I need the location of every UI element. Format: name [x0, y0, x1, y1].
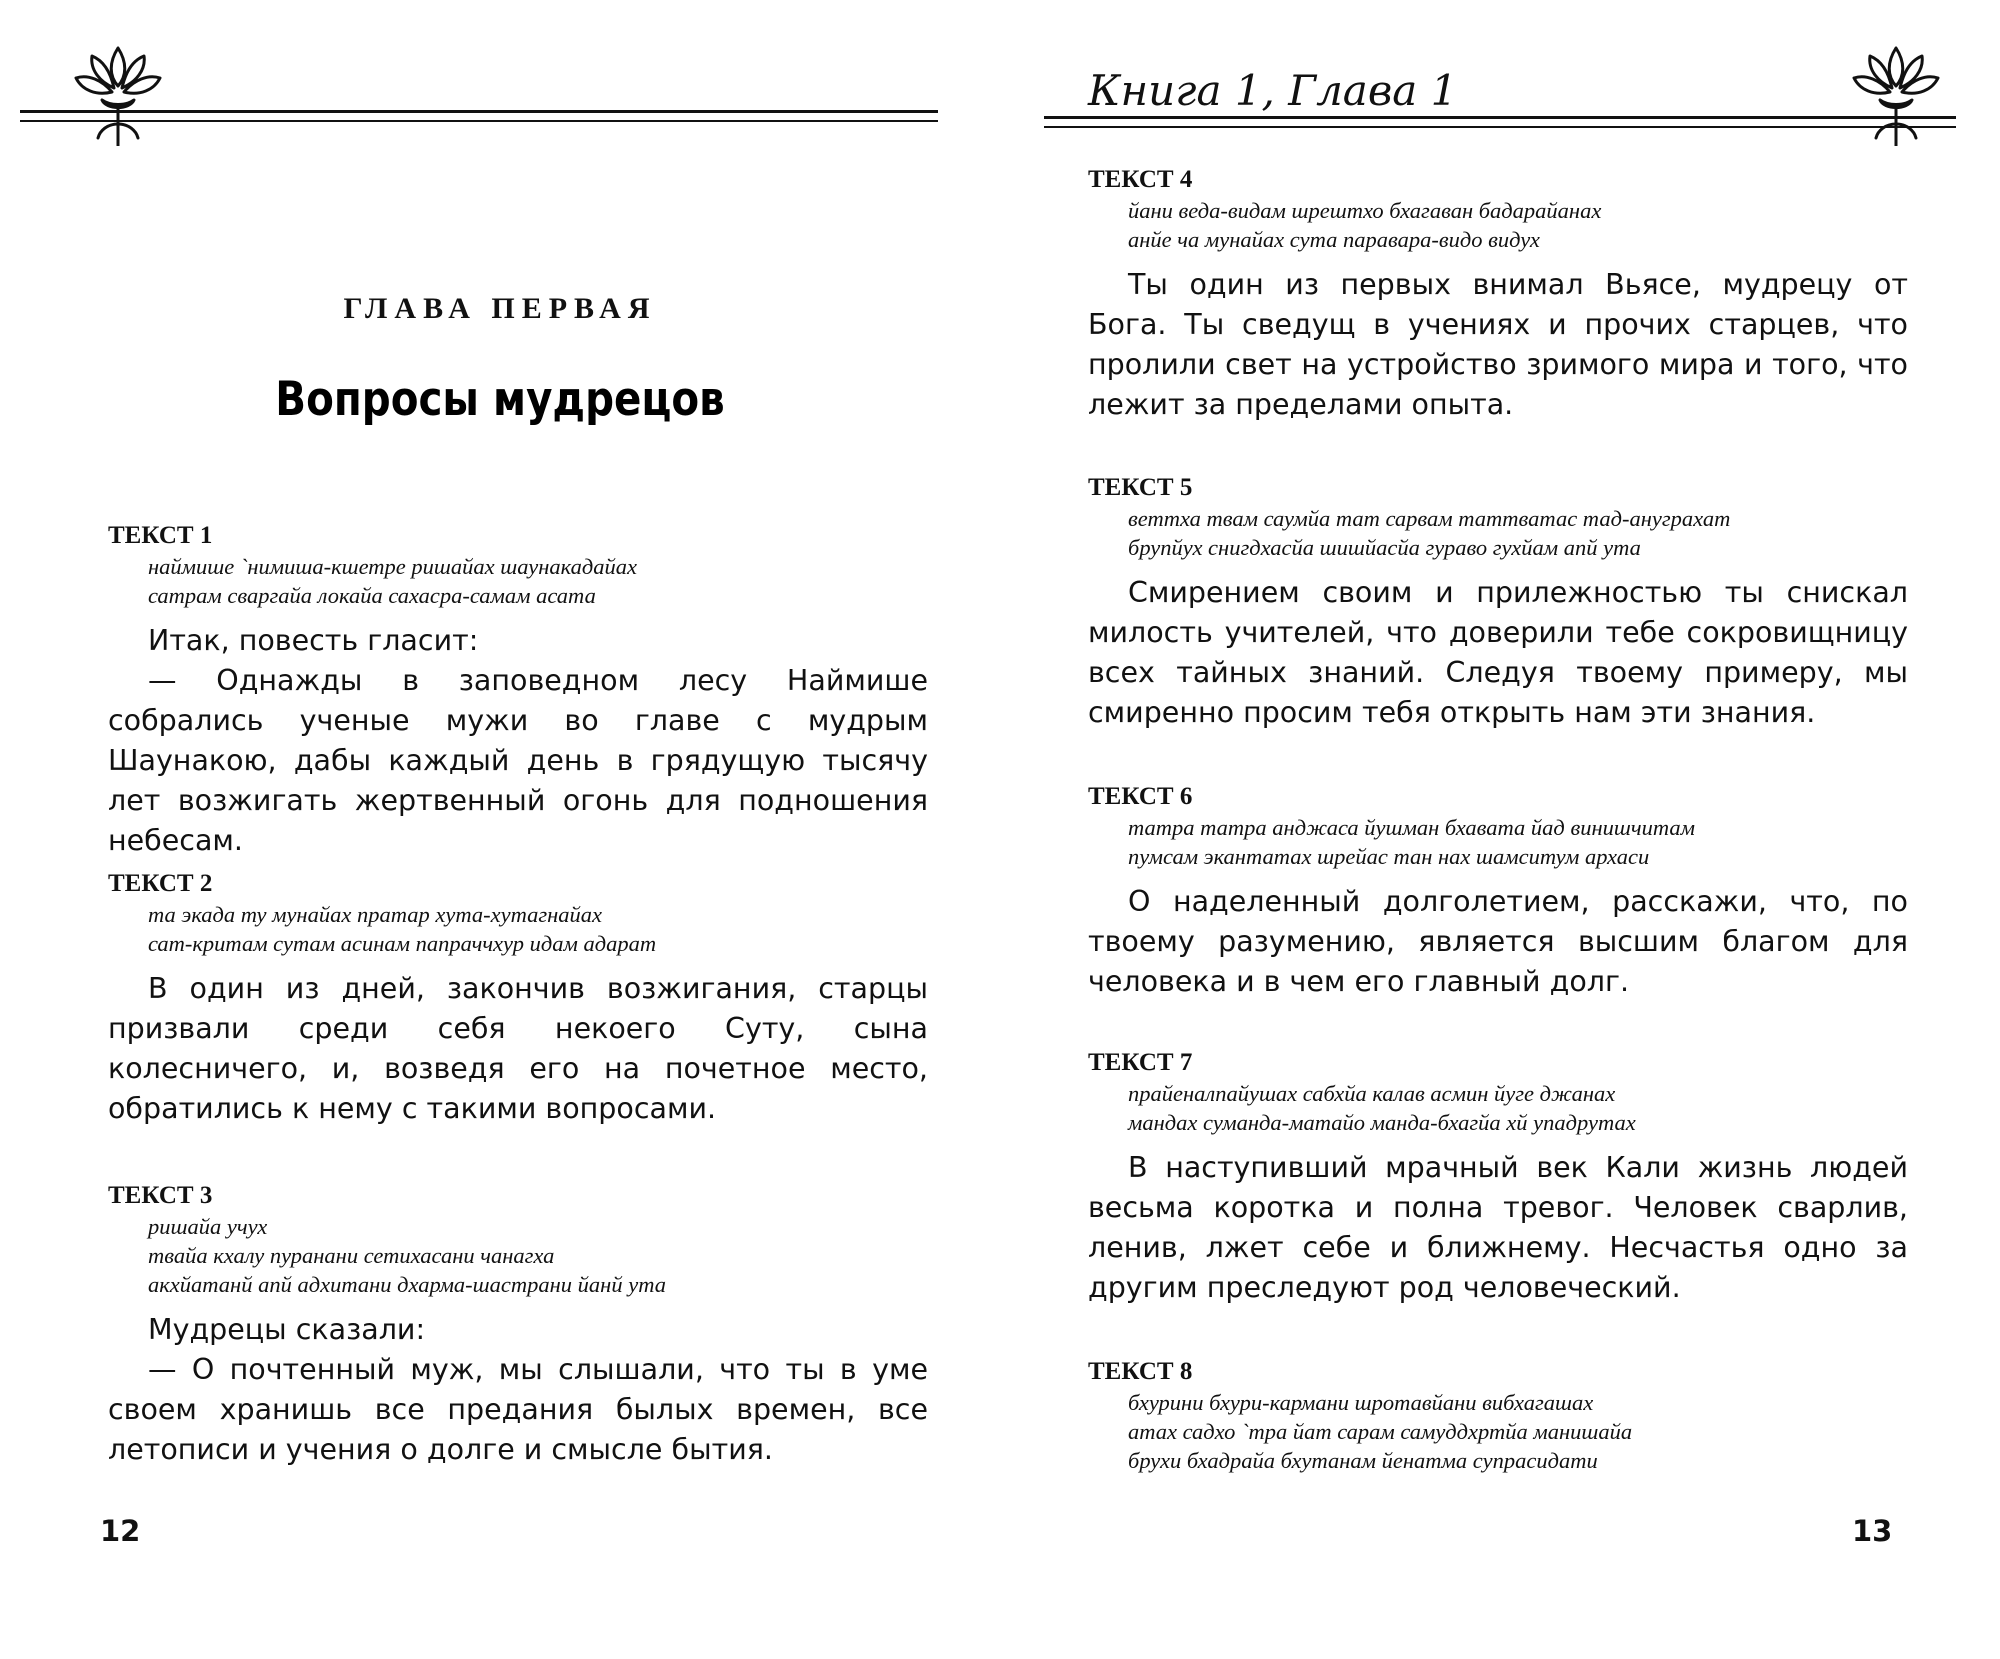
- verse-translation: [1088, 882, 1908, 1002]
- right-page: [1000, 0, 2000, 1659]
- verse-label: ТЕКСТ 1: [108, 522, 213, 549]
- transliteration-line: прайеналпайушах сабхйа калав асмин йуге джанах: [1128, 1081, 1616, 1106]
- transliteration-line: бхурини бхури-кармани шротавйани вибхагашах: [1128, 1390, 1594, 1415]
- header-rule-top: [20, 110, 938, 113]
- transliteration-line: та экада ту мунайах пратар хута-хутагнайах: [148, 902, 603, 927]
- verse-block-1: [108, 520, 928, 861]
- transliteration-line: брупйух снигдхасйа шишйасйа гураво гухйам апй ута: [1128, 535, 1641, 560]
- transliteration-line: атах садхо `тра йат сарам самуддхртйа манишайа: [1128, 1419, 1633, 1444]
- transliteration-line: мандах суманда-матайо манда-бхагйа хй упадрутах: [1128, 1110, 1636, 1135]
- verse-block-4: [1088, 164, 1908, 425]
- paragraph: В один из дней, закончив возжигания, старцы призвали среди себя некоего Суту, сына колесничего, и, возведя его на почетное место, обратились к нему с такими вопросами.: [108, 972, 928, 1125]
- verse-translation: [108, 621, 928, 861]
- transliteration-line: наймише `нимиша-кшетре ришайах шаунакадайах: [148, 554, 637, 579]
- transliteration-line: веттха твам саумйа тат сарвам таттватас тад-анyграхат: [1128, 506, 1731, 531]
- header-rule-bottom: [1044, 126, 1956, 128]
- verse-translation: [108, 1310, 928, 1470]
- verse-translation: [1088, 573, 1908, 733]
- paragraph: Ты один из первых внимал Вьясе, мудрецу от Бога. Ты сведущ в учениях и прочих старцев, что пролили свет на устройство зримого мира и того, что лежит за пределами опыта.: [1088, 268, 1908, 421]
- verse-label: ТЕКСТ 7: [1088, 1049, 1193, 1076]
- header-rule-bottom: [20, 120, 938, 122]
- verse-label: ТЕКСТ 5: [1088, 474, 1193, 501]
- transliteration-line: твайа кхалу пуранани сетихасани чанагха: [148, 1243, 555, 1268]
- paragraph: В наступивший мрачный век Кали жизнь людей весьма коротка и полна тревог. Человек сварлив, ленив, лжет себе и ближнему. Несчастья одно за другим преследуют род человеческий.: [1088, 1151, 1908, 1304]
- verse-block-8: [1088, 1356, 1908, 1475]
- paragraph: — Однажды в заповедном лесу Наймише собрались ученые мужи во главе с мудрым Шаунакою, дабы каждый день в грядущую тысячу лет возжигать жертвенный огонь для подношения небесам.: [108, 664, 928, 857]
- transliteration-line: брухи бхадрайа бхутанам йенатма супрасидати: [1128, 1448, 1598, 1473]
- verse-label: ТЕКСТ 8: [1088, 1358, 1193, 1385]
- verse-translation: [1088, 265, 1908, 425]
- paragraph: Мудрецы сказали:: [148, 1313, 426, 1346]
- transliteration-line: пумсам экантатах шрейас тан нах шамситум архаси: [1128, 844, 1650, 869]
- verse-block-7: [1088, 1047, 1908, 1308]
- verse-block-2: [108, 868, 928, 1129]
- verse-translation: [1088, 1148, 1908, 1308]
- verse-block-3: [108, 1180, 928, 1470]
- transliteration-line: сатрам сваргайа локайа сахасра-самам асата: [148, 583, 596, 608]
- running-head: Книга 1, Глава 1: [1088, 66, 1458, 115]
- paragraph: Итак, повесть гласит:: [148, 624, 479, 657]
- transliteration-line: ришайа учух: [148, 1214, 268, 1239]
- verse-block-5: [1088, 472, 1908, 733]
- paragraph: Смирением своим и прилежностью ты снискал милость учителей, что доверили тебе сокровищницу всех тайных знаний. Следуя твоему примеру, мы смиренно просим тебя открыть нам эти знания.: [1088, 576, 1908, 729]
- paragraph: — О почтенный муж, мы слышали, что ты в уме своем хранишь все предания былых времен, все летописи и учения о долге и смысле бытия.: [108, 1353, 928, 1466]
- transliteration-line: акхйатанй апй адхитани дхарма-шастрани йанй ута: [148, 1272, 666, 1297]
- chapter-title: Вопросы мудрецов: [275, 372, 725, 427]
- verse-label: ТЕКСТ 4: [1088, 166, 1193, 193]
- transliteration-line: йани веда-видам шрештхо бхагаван бадарайанах: [1128, 198, 1602, 223]
- transliteration-line: анйе ча мунайах сута паравара-видо видух: [1128, 227, 1540, 252]
- lotus-ornament-icon: [1836, 42, 1956, 146]
- transliteration-line: сат-критам сутам асинам папраччхур идам адарат: [148, 931, 657, 956]
- paragraph: О наделенный долголетием, расскажи, что, по твоему разумению, является высшим благом для человека и в чем его главный долг.: [1088, 885, 1908, 998]
- verse-block-6: [1088, 781, 1908, 1002]
- verse-label: ТЕКСТ 3: [108, 1182, 213, 1209]
- chapter-label: ГЛАВА ПЕРВАЯ: [343, 292, 657, 325]
- header-rule-top: [1044, 116, 1956, 119]
- page-number: 12: [100, 1514, 141, 1548]
- verse-translation: [108, 969, 928, 1129]
- verse-label: ТЕКСТ 2: [108, 870, 213, 897]
- transliteration-line: татра татра анджаса йушман бхавата йад винишчитам: [1128, 815, 1695, 840]
- lotus-ornament-icon: [58, 42, 178, 146]
- verse-label: ТЕКСТ 6: [1088, 783, 1193, 810]
- page-number: 13: [1852, 1514, 1893, 1548]
